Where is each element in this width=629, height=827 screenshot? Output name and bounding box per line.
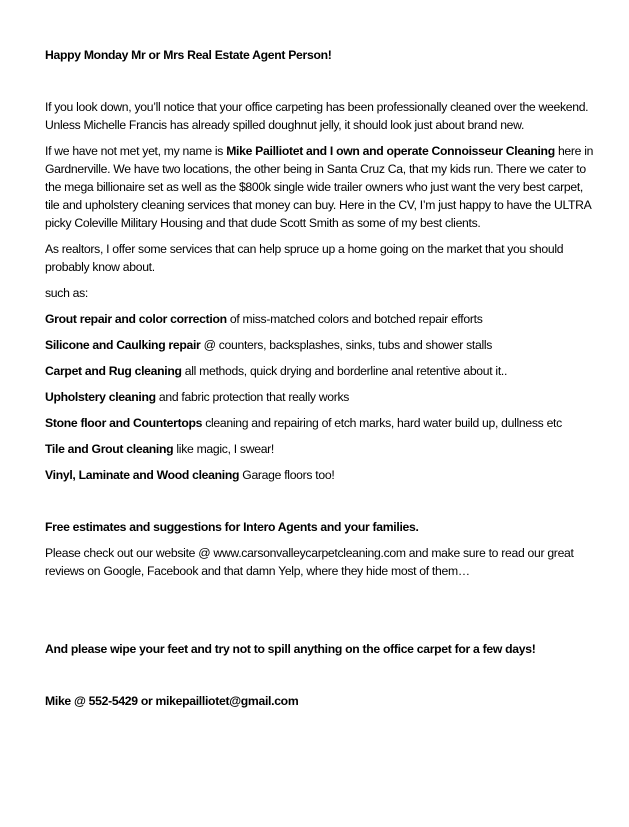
service-item-stone-countertops (45, 414, 599, 432)
carpet-cleaned-paragraph (45, 98, 599, 134)
text-run: Happy Monday Mr or Mrs Real Estate Agent Person! (45, 48, 332, 62)
service-item-tile-grout (45, 440, 599, 458)
text-run: Carpet and Rug cleaning (45, 364, 182, 378)
text-run: and fabric protection that really works (155, 390, 350, 404)
text-run: Vinyl, Laminate and Wood cleaning (45, 468, 240, 482)
service-item-vinyl-laminate-wood (45, 466, 599, 484)
website-reviews-paragraph (45, 544, 599, 580)
blank-line (45, 72, 599, 90)
text-run: Please check out our website @ www.carsonvalleycarpetcleaning.com and make sure to read our great reviews on Google, Facebook and that damn Yelp, where they hide most of them… (45, 546, 574, 578)
text-run: If we have not met yet, my name is (45, 144, 227, 158)
text-run: all methods, quick drying and borderline anal retentive about it.. (181, 364, 508, 378)
text-run: Mike @ 552-5429 or mikepailliotet@gmail.com (45, 694, 299, 708)
text-run: of miss-matched colors and botched repair efforts (226, 312, 483, 326)
text-run: If you look down, you’ll notice that your office carpeting has been professionally cleaned over the weekend. Unless Michelle Francis has already spilled doughnut jelly, it should look just about brand new. (45, 100, 589, 132)
blank-line (45, 588, 599, 606)
text-run: As realtors, I offer some services that can help spruce up a home going on the market that you should probably know about. (45, 242, 564, 274)
services-intro-paragraph (45, 240, 599, 276)
service-item-upholstery (45, 388, 599, 406)
blank-line (45, 666, 599, 684)
such-as-line (45, 284, 599, 302)
free-estimates-line (45, 518, 599, 536)
text-run: Tile and Grout cleaning (45, 442, 174, 456)
greeting-heading (45, 46, 599, 64)
text-run: @ counters, backsplashes, sinks, tubs and shower stalls (200, 338, 493, 352)
blank-line (45, 614, 599, 632)
document-body (45, 46, 599, 710)
blank-line (45, 492, 599, 510)
text-run: Upholstery cleaning (45, 390, 156, 404)
text-run: Garage floors too! (239, 468, 335, 482)
service-item-silicone-caulking (45, 336, 599, 354)
text-run: like magic, I swear! (173, 442, 275, 456)
wipe-your-feet-line (45, 640, 599, 658)
text-run: Free estimates and suggestions for Intero Agents and your families. (45, 520, 419, 534)
text-run: such as: (45, 286, 88, 300)
text-run: here in Gardnerville. We have two locations, the other being in Santa Cruz Ca, that my kids run. There we cater to the mega billionaire set as well as the $800k single wide trailer owners who just want the very best carpet, tile and upholstery cleaning services that money can buy. Here in the CV, I’m just happy to have the ULTRA picky Coleville Military Housing and that dude Scott Smith as some of my best clients. (45, 144, 594, 230)
service-item-grout-repair (45, 310, 599, 328)
service-item-carpet-rug (45, 362, 599, 380)
text-run: Silicone and Caulking repair (45, 338, 201, 352)
text-run: And please wipe your feet and try not to spill anything on the office carpet for a few days! (45, 642, 536, 656)
introduction-paragraph (45, 142, 599, 232)
contact-line (45, 692, 599, 710)
text-run: Stone floor and Countertops (45, 416, 203, 430)
text-run: cleaning and repairing of etch marks, hard water build up, dullness etc (202, 416, 562, 430)
text-run: Mike Pailliotet and I own and operate Connoisseur Cleaning (226, 144, 555, 158)
text-run: Grout repair and color correction (45, 312, 227, 326)
